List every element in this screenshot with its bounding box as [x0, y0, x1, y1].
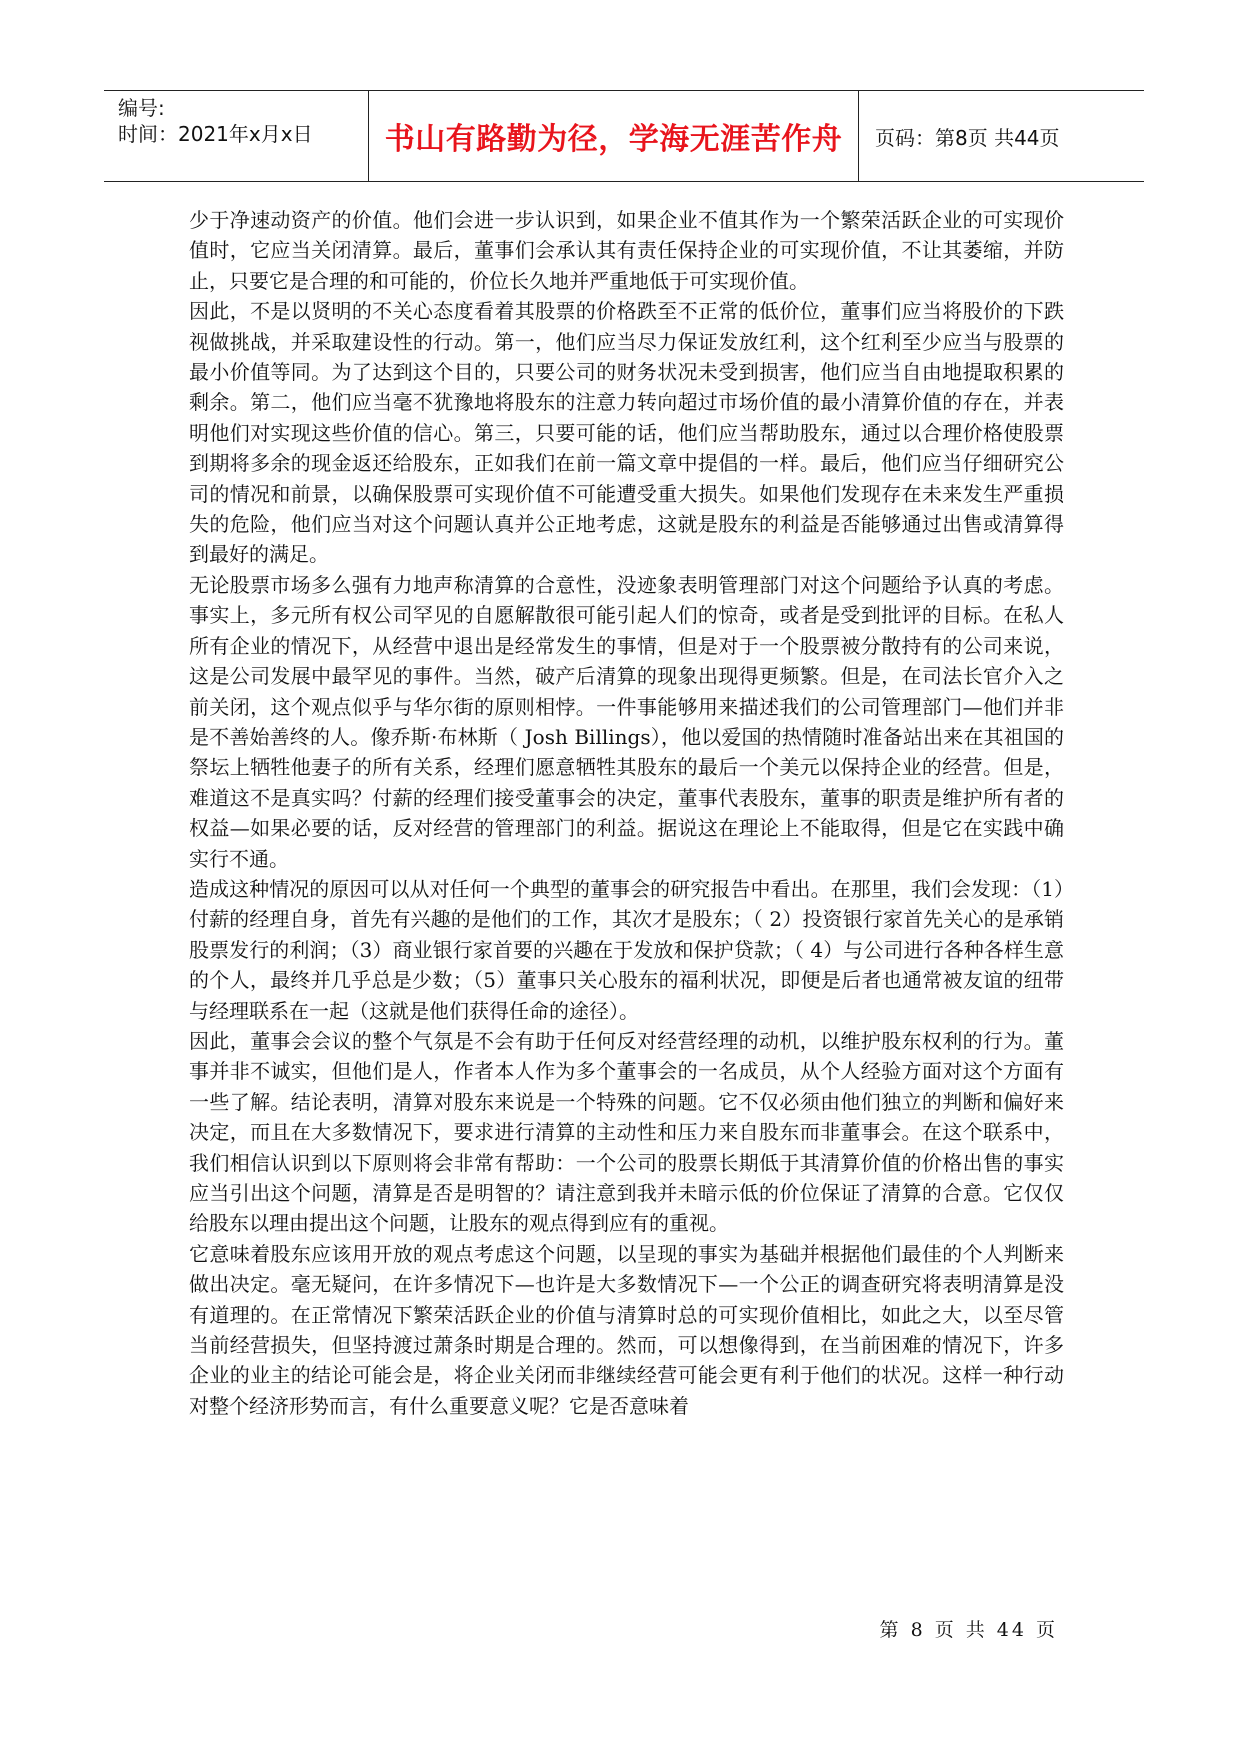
header-motto: 书山有路勤为径，学海无涯苦作舟	[384, 122, 843, 157]
document-number-label: 编号:	[118, 96, 165, 120]
page-header	[104, 90, 1144, 182]
body-paragraph: 无论股票市场多么强有力地声称清算的合意性，没迹象表明管理部门对这个问题给予认真的考虑。事实上，多元所有权公司罕见的自愿解散很可能引起人们的惊奇，或者是受到批评的目标。在私人所有企业的情况下，从经营中退出是经常发生的事情，但是对于一个股票被分散持有的公司来说，这是公司发展中最罕见的事件。当然，破产后清算的现象出现得更频繁。但是，在司法长官介入之前关闭，这个观点似乎与华尔街的原则相悖。一件事能够用来描述我们的公司管理部门—他们并非是不善始善终的人。像乔斯·布林斯（ Josh Billings），他以爱国的热情随时准备站出来在其祖国的祭坛上牺牲他妻子的所有关系，经理们愿意牺牲其股东的最后一个美元以保持企业的经营。但是，难道这不是真实吗？付薪的经理们接受董事会的决定，董事代表股东，董事的职责是维护所有者的权益—如果必要的话，反对经营的管理部门的利益。据说这在理论上不能取得，但是它在实践中确实行不通。	[189, 572, 1064, 871]
header-motto-cell	[369, 91, 859, 181]
page-footer: 第 8 页 共 44 页	[879, 1619, 1058, 1641]
header-meta-cell	[104, 91, 369, 181]
document-body	[189, 205, 1064, 1421]
body-paragraph: 因此，董事会会议的整个气氛是不会有助于任何反对经营经理的动机，以维护股东权利的行为。董事并非不诚实，但他们是人，作者本人作为多个董事会的一名成员，从个人经验方面对这个方面有一些了解。结论表明，清算对股东来说是一个特殊的问题。它不仅必须由他们独立的判断和偏好来决定，而且在大多数情况下，要求进行清算的主动性和压力来自股东而非董事会。在这个联系中，我们相信认识到以下原则将会非常有帮助：一个公司的股票长期低于其清算价值的价格出售的事实应当引出这个问题，清算是否是明智的？请注意到我并未暗示低的价位保证了清算的合意。它仅仅给股东以理由提出这个问题，让股东的观点得到应有的重视。	[189, 1028, 1064, 1236]
header-page-number: 页码：第8页 共44页	[875, 125, 1060, 150]
body-paragraph: 少于净速动资产的价值。他们会进一步认识到，如果企业不值其作为一个繁荣活跃企业的可实现价值时，它应当关闭清算。最后，董事们会承认其有责任保持企业的可实现价值，不让其萎缩，并防止，只要它是合理的和可能的，价位长久地并严重地低于可实现价值。	[189, 208, 1064, 293]
document-time-label: 时间：2021年x月x日	[118, 122, 313, 146]
body-paragraph: 它意味着股东应该用开放的观点考虑这个问题，以呈现的事实为基础并根据他们最佳的个人判断来做出决定。毫无疑问，在许多情况下—也许是大多数情况下—一个公正的调查研究将表明清算是没有道理的。在正常情况下繁荣活跃企业的价值与清算时总的可实现价值相比，如此之大，以至尽管当前经营损失，但坚持渡过萧条时期是合理的。然而，可以想像得到，在当前困难的情况下，许多企业的业主的结论可能会是，将企业关闭而非继续经营可能会更有利于他们的状况。这样一种行动对整个经济形势而言，有什么重要意义呢？它是否意味着	[189, 1241, 1064, 1418]
body-paragraph: 因此，不是以贤明的不关心态度看着其股票的价格跌至不正常的低价位，董事们应当将股价的下跌视做挑战，并采取建设性的行动。第一，他们应当尽力保证发放红利，这个红利至少应当与股票的最小价值等同。为了达到这个目的，只要公司的财务状况未受到损害，他们应当自由地提取积累的剩余。第二，他们应当毫不犹豫地将股东的注意力转向超过市场价值的最小清算价值的存在，并表明他们对实现这些价值的信心。第三，只要可能的话，他们应当帮助股东，通过以合理价格使股票到期将多余的现金返还给股东，正如我们在前一篇文章中提倡的一样。最后，他们应当仔细研究公司的情况和前景，以确保股票可实现价值不可能遭受重大损失。如果他们发现存在未来发生严重损失的危险，他们应当对这个问题认真并公正地考虑，这就是股东的利益是否能够通过出售或清算得到最好的满足。	[189, 299, 1064, 567]
body-paragraph: 造成这种情况的原因可以从对任何一个典型的董事会的研究报告中看出。在那里，我们会发现：（1）付薪的经理自身，首先有兴趣的是他们的工作，其次才是股东；（ 2）投资银行家首先关心的是承销股票发行的利润；（3）商业银行家首要的兴趣在于发放和保护贷款；（ 4）与公司进行各种各样生意的个人，最终并几乎总是少数；（5）董事只关心股东的福利状况，即便是后者也通常被友谊的纽带与经理联系在一起（这就是他们获得任命的途径）。	[189, 876, 1064, 1023]
header-page-cell	[859, 91, 1144, 181]
